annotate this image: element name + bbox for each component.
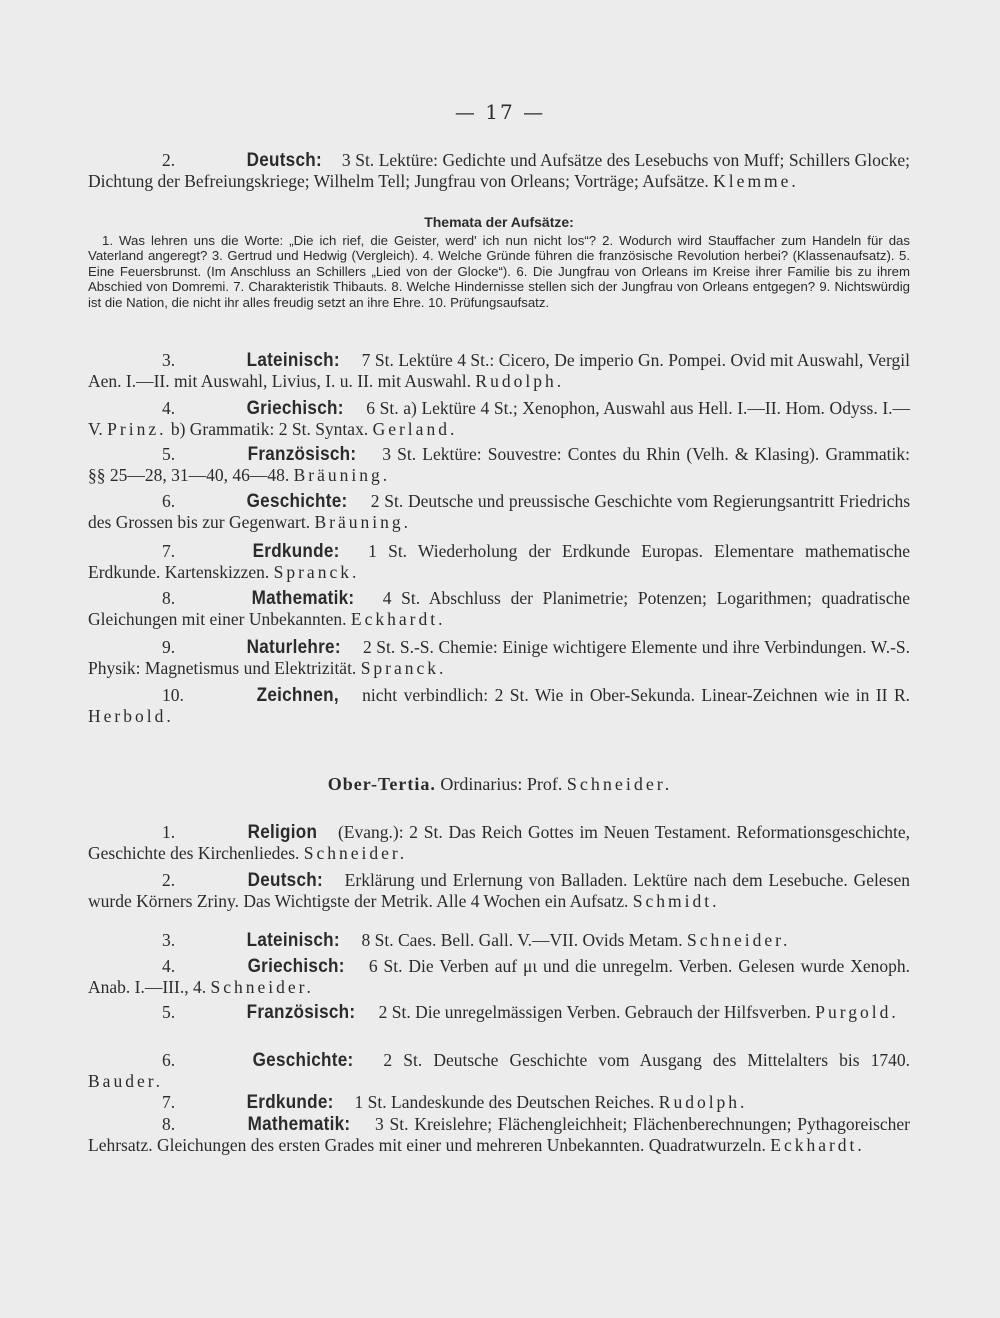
- teacher-name: Spranck.: [360, 658, 447, 678]
- paragraph-deutsch: 2. Deutsch: 3 St. Lektüre: Gedichte und Aufsätze des Lesebuchs von Muff; Schillers Glocke; Dichtung der Befreiungskriege; Wilhelm Tell; Jungfrau von Orleans; Vorträge; Aufsätze. Klemme.: [88, 150, 911, 191]
- subject-griechisch: Griechisch:: [247, 956, 345, 977]
- themes-text: 1. Was lehren uns die Worte: „Die ich rief, die Geister, werd' ich nun nicht los“? 2. Wodurch wird Stauffacher zum Handeln für das Vaterland angeregt? 3. Gertrud und Hedwig (Vergleich). 4. Welche Gründe führen die französische Revolution herbei? (Klassenaufsatz). 5. Eine Feuersbrunst. (Im Anschluss an Schillers „Lied von der Glocke“). 6. Die Jungfrau von Orleans im Kreise ihrer Familie bis zu ihrem Abschied von Domremi. 7. Charakteristik Thibauts. 8. Welche Hindernisse stellen sich der Jungfrau von Orleans entgegen? 9. Nichtswürdig ist die Nation, die nicht ihr alles freudig setzt an ihre Ehre. 10. Prüfungsaufsatz.: [88, 232, 910, 310]
- subject-franzoesisch: Französisch:: [246, 1002, 355, 1023]
- subject-geschichte: Geschichte:: [246, 491, 348, 512]
- teacher-name: Bräuning.: [314, 512, 411, 532]
- teacher-name: Schmidt.: [632, 891, 720, 911]
- teacher-name: Bauder.: [88, 1071, 163, 1091]
- subject-griechisch: Griechisch:: [246, 398, 344, 419]
- teacher-name: Eckhardt.: [350, 609, 446, 629]
- teacher-name: Gerland.: [372, 419, 458, 439]
- subject-deutsch: Deutsch:: [246, 150, 322, 171]
- teacher-name: Schneider.: [303, 843, 408, 863]
- subject-naturlehre: Naturlehre:: [246, 637, 341, 658]
- ordinarius-label: Ordinarius: Prof.: [440, 774, 563, 794]
- teacher-name: Spranck.: [273, 562, 360, 582]
- section-mathematik-unter: 8. Mathematik: 4 St. Abschluss der Planimetrie; Potenzen; Logarithmen; quadratische Gleichungen mit einer Unbekannten. Eckhardt.: [88, 588, 910, 629]
- section-deutsch-ober: 2. Deutsch: Erklärung und Erlernung von Balladen. Lektüre nach dem Lesebuche. Gelesen wurde Körners Zriny. Das Wichtigste der Metrik. Alle 4 Wochen ein Aufsatz. Schmidt.: [88, 870, 911, 911]
- teacher-name: Rudolph.: [658, 1092, 748, 1112]
- section-heading-ober-tertia: [0, 774, 1000, 795]
- section-zeichnen-unter: 10. Zeichnen, nicht verbindlich: 2 St. Wie in Ober-Sekunda. Linear-Zeichnen wie in II R. Herbold.: [88, 685, 911, 726]
- section-deutsch-unter: [88, 150, 910, 192]
- teacher-name: Schneider.: [210, 977, 314, 997]
- section-erdkunde-unter: 7. Erdkunde: 1 St. Wiederholung der Erdkunde Europas. Elementare mathematische Erdkunde. Kartenskizzen. Spranck.: [88, 541, 910, 582]
- section-naturlehre-unter: 9. Naturlehre: 2 St. S.-S. Chemie: Einige wichtigere Elemente und ihre Verbindungen. W.-S. Physik: Magnetismus und Elektrizität. Spranck.: [88, 637, 911, 678]
- teacher-name: Eckhardt.: [770, 1135, 865, 1155]
- section-geschichte-unter: 6. Geschichte: 2 St. Deutsche und preussische Geschichte vom Regierungsantritt Friedrichs des Grossen bis zur Gegenwart. Bräuning.: [88, 491, 911, 532]
- section-religion-ober: 1. Religion (Evang.): 2 St. Das Reich Gottes im Neuen Testament. Reformationsgeschichte, Geschichte des Kirchenliedes. Schneider.: [88, 822, 911, 863]
- subject-erdkunde: Erdkunde:: [246, 1092, 334, 1113]
- subject-franzoesisch: Französisch:: [247, 444, 357, 465]
- teacher-name: Klemme.: [713, 171, 799, 191]
- subject-geschichte: Geschichte:: [252, 1050, 354, 1071]
- section-franzoesisch-ober: 5. Französisch: 2 St. Die unregelmässigen Verben. Gebrauch der Hilfsverben. Purgold.: [162, 1002, 899, 1023]
- subject-religion: Religion: [247, 822, 318, 843]
- subject-zeichnen: Zeichnen,: [256, 685, 340, 706]
- section-franzoesisch-unter: 5. Französisch: 3 St. Lektüre: Souvestre: Contes du Rhin (Velh. & Klasing). Grammatik: §§ 25—28, 31—40, 46—48. Bräuning.: [88, 444, 911, 485]
- teacher-name: Prinz.: [107, 419, 167, 439]
- page-number: — 17 —: [454, 100, 546, 124]
- teacher-name: Schneider.: [687, 930, 791, 950]
- section-griechisch-unter: 4. Griechisch: 6 St. a) Lektüre 4 St.; Xenophon, Auswahl aus Hell. I.—II. Hom. Odyss. I.—V. Prinz. b) Grammatik: 2 St. Syntax. Gerland.: [88, 398, 911, 439]
- subject-erdkunde: Erdkunde:: [252, 541, 340, 562]
- teacher-name: Rudolph.: [475, 371, 565, 391]
- subject-latein: Lateinisch:: [246, 930, 340, 951]
- section-erdkunde-ober: 7. Erdkunde: 1 St. Landeskunde des Deutschen Reiches. Rudolph.: [162, 1092, 748, 1113]
- teacher-name: Bräuning.: [293, 465, 391, 485]
- teacher-name: Herbold.: [88, 706, 174, 726]
- section-mathematik-ober: 8. Mathematik: 3 St. Kreislehre; Flächengleichheit; Flächenberechnungen; Pythagoreischer Lehrsatz. Gleichungen des ersten Grades mit einer und mehreren Unbekannten. Quadratwurzeln. Eckhardt.: [88, 1114, 911, 1155]
- subject-mathematik: Mathematik:: [247, 1114, 351, 1135]
- subject-deutsch: Deutsch:: [247, 870, 323, 891]
- section-latein-ober: 3. Lateinisch: 8 St. Caes. Bell. Gall. V.—VII. Ovids Metam. Schneider.: [162, 930, 791, 951]
- section-geschichte-ober: 6. Geschichte: 2 St. Deutsche Geschichte vom Ausgang des Mittelalters bis 1740. Bauder.: [88, 1050, 911, 1091]
- essay-themes: [88, 214, 910, 310]
- subject-latein: Lateinisch:: [246, 350, 340, 371]
- teacher-name: Purgold.: [815, 1002, 899, 1022]
- section-griechisch-ober: 4. Griechisch: 6 St. Die Verben auf μι und die unregelm. Verben. Gelesen wurde Xenoph. Anab. I.—III., 4. Schneider.: [88, 956, 911, 997]
- ordinarius-name: Schneider.: [566, 774, 673, 794]
- subject-mathematik: Mathematik:: [251, 588, 355, 609]
- class-title: Ober-Tertia.: [327, 774, 436, 794]
- themes-heading: Themata der Aufsätze:: [424, 214, 574, 230]
- section-latein-unter: 3. Lateinisch: 7 St. Lektüre 4 St.: Cicero, De imperio Gn. Pompei. Ovid mit Auswahl, Vergil Aen. I.—II. mit Auswahl, Livius, I. u. II. mit Auswahl. Rudolph.: [88, 350, 910, 391]
